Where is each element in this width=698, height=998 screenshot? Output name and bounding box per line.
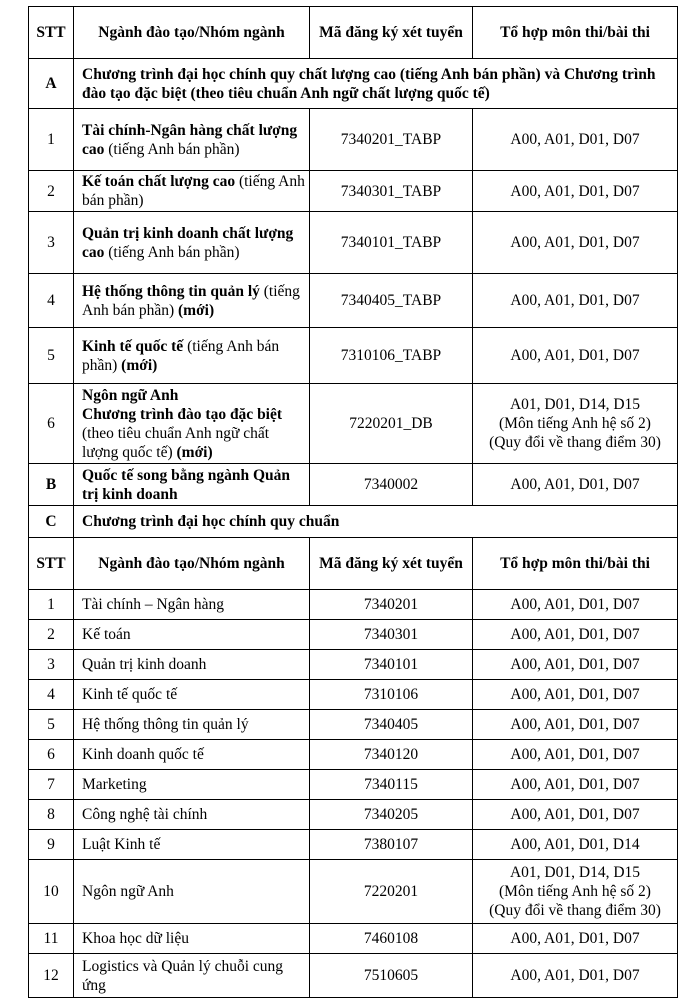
new-badge: (mới) — [178, 301, 215, 319]
combo-cell: A00, A01, D01, D14 — [473, 830, 678, 860]
code-cell: 7220201 — [310, 860, 473, 924]
program-name-bold: Quản trị kinh doanh chất lượng cao — [82, 224, 294, 261]
admissions-table — [28, 6, 678, 998]
program-cell: Logistics và Quản lý chuỗi cung ứng — [74, 954, 310, 998]
program-cell — [74, 384, 310, 464]
stt-cell: 4 — [29, 680, 74, 710]
stt-cell: 2 — [29, 620, 74, 650]
code-cell: 7340301 — [310, 620, 473, 650]
program-name-bold: Ngôn ngữ Anh — [82, 386, 179, 404]
stt-cell: 10 — [29, 860, 74, 924]
program-cell: Marketing — [74, 770, 310, 800]
combo-cell: A00, A01, D01, D07 — [473, 680, 678, 710]
header-code: Mã đăng ký xét tuyển — [310, 538, 473, 590]
program-cell: Tài chính – Ngân hàng — [74, 590, 310, 620]
program-cell: Quản trị kinh doanh — [74, 650, 310, 680]
program-cell: Kinh doanh quốc tế — [74, 740, 310, 770]
table-row — [29, 680, 678, 710]
stt-cell: 7 — [29, 770, 74, 800]
program-cell — [74, 328, 310, 384]
program-name-bold: Kinh tế quốc tế — [82, 337, 184, 355]
program-name-bold-2: Chương trình đào tạo đặc biệt — [82, 405, 283, 423]
combo-cell: A00, A01, D01, D07 — [473, 328, 678, 384]
section-b-code: 7340002 — [310, 464, 473, 506]
program-name-note: (tiếng Anh bán phần) — [104, 243, 240, 261]
combo-cell: A00, A01, D01, D07 — [473, 620, 678, 650]
program-name-note: (tiếng Anh bán phần) — [82, 282, 300, 319]
code-cell: 7340115 — [310, 770, 473, 800]
program-cell: Kế toán — [74, 620, 310, 650]
program-name-bold: Tài chính-Ngân hàng chất lượng cao — [82, 121, 298, 158]
table-row — [29, 770, 678, 800]
program-cell: Khoa học dữ liệu — [74, 924, 310, 954]
program-name-note: (tiếng Anh bán phần) — [82, 337, 280, 374]
combo-cell: A00, A01, D01, D07 — [473, 590, 678, 620]
table-row — [29, 620, 678, 650]
combo-cell: A00, A01, D01, D07 — [473, 800, 678, 830]
stt-cell: 2 — [29, 171, 74, 212]
table-row — [29, 710, 678, 740]
stt-cell: 1 — [29, 590, 74, 620]
code-cell: 7340101 — [310, 650, 473, 680]
header-combo: Tổ hợp môn thi/bài thi — [473, 538, 678, 590]
stt-cell: 11 — [29, 924, 74, 954]
stt-cell: 5 — [29, 710, 74, 740]
header-combo: Tổ hợp môn thi/bài thi — [473, 7, 678, 59]
table-row — [29, 109, 678, 171]
stt-cell: 12 — [29, 954, 74, 998]
combo-cell: A00, A01, D01, D07 — [473, 109, 678, 171]
header-stt: STT — [29, 7, 74, 59]
section-a-title: Chương trình đại học chính quy chất lượng cao (tiếng Anh bán phần) và Chương trình đào tạo đặc biệt (theo tiêu chuẩn Anh ngữ chất lượng quốc tế) — [74, 59, 678, 109]
table-row — [29, 740, 678, 770]
table-row — [29, 212, 678, 274]
section-b-label: B — [29, 464, 74, 506]
code-cell: 7310106 — [310, 680, 473, 710]
code-cell: 7510605 — [310, 954, 473, 998]
program-name-bold: Kế toán chất lượng cao — [82, 173, 236, 190]
table-row — [29, 800, 678, 830]
program-cell: Công nghệ tài chính — [74, 800, 310, 830]
combo-cell: A00, A01, D01, D07 — [473, 274, 678, 328]
header-stt: STT — [29, 538, 74, 590]
stt-cell: 6 — [29, 384, 74, 464]
program-cell — [74, 212, 310, 274]
section-a-label: A — [29, 59, 74, 109]
combo-cell: A00, A01, D01, D07 — [473, 171, 678, 212]
code-cell: 7460108 — [310, 924, 473, 954]
table-row — [29, 274, 678, 328]
stt-cell: 5 — [29, 328, 74, 384]
code-cell: 7340405_TABP — [310, 274, 473, 328]
section-c-label: C — [29, 506, 74, 538]
combo-cell: A00, A01, D01, D07 — [473, 212, 678, 274]
section-c-row — [29, 506, 678, 538]
table-row — [29, 954, 678, 998]
section-c-title: Chương trình đại học chính quy chuẩn — [74, 506, 678, 538]
code-cell: 7340405 — [310, 710, 473, 740]
combo-cell — [473, 860, 678, 924]
table-row — [29, 384, 678, 464]
combo-line-2: (Môn tiếng Anh hệ số 2) — [499, 883, 651, 900]
code-cell: 7340201_TABP — [310, 109, 473, 171]
combo-line-3: (Quy đổi về thang điểm 30) — [489, 434, 661, 451]
code-cell: 7340201 — [310, 590, 473, 620]
program-cell — [74, 109, 310, 171]
combo-line-1: A01, D01, D14, D15 — [509, 396, 641, 413]
table-row — [29, 830, 678, 860]
program-name-note: (tiếng Anh bán phần) — [82, 173, 305, 209]
program-cell — [74, 274, 310, 328]
combo-line-2: (Môn tiếng Anh hệ số 2) — [499, 415, 651, 432]
program-cell: Kinh tế quốc tế — [74, 680, 310, 710]
section-b-name: Quốc tế song bằng ngành Quản trị kinh doanh — [74, 464, 310, 506]
code-cell: 7340205 — [310, 800, 473, 830]
combo-cell: A00, A01, D01, D07 — [473, 770, 678, 800]
table-row — [29, 860, 678, 924]
new-badge: (mới) — [176, 443, 213, 461]
stt-cell: 3 — [29, 212, 74, 274]
combo-line-3: (Quy đổi về thang điểm 30) — [489, 902, 661, 919]
new-badge: (mới) — [121, 356, 158, 374]
code-cell: 7220201_DB — [310, 384, 473, 464]
program-name-bold: Hệ thống thông tin quản lý — [82, 282, 260, 300]
stt-cell: 3 — [29, 650, 74, 680]
combo-cell: A00, A01, D01, D07 — [473, 740, 678, 770]
program-cell: Hệ thống thông tin quản lý — [74, 710, 310, 740]
section-b-combo: A00, A01, D01, D07 — [473, 464, 678, 506]
code-cell: 7340120 — [310, 740, 473, 770]
program-name-note: (tiếng Anh bán phần) — [104, 140, 240, 158]
stt-cell: 4 — [29, 274, 74, 328]
combo-cell: A00, A01, D01, D07 — [473, 650, 678, 680]
program-cell — [74, 171, 310, 212]
header-code: Mã đăng ký xét tuyển — [310, 7, 473, 59]
combo-cell: A00, A01, D01, D07 — [473, 924, 678, 954]
header-program: Ngành đào tạo/Nhóm ngành — [74, 538, 310, 590]
code-cell: 7340301_TABP — [310, 171, 473, 212]
program-cell: Luật Kinh tế — [74, 830, 310, 860]
combo-cell: A00, A01, D01, D07 — [473, 710, 678, 740]
code-cell: 7340101_TABP — [310, 212, 473, 274]
stt-cell: 1 — [29, 109, 74, 171]
code-cell: 7380107 — [310, 830, 473, 860]
header-row-2 — [29, 538, 678, 590]
stt-cell: 8 — [29, 800, 74, 830]
header-row — [29, 7, 678, 59]
combo-line-1: A01, D01, D14, D15 — [509, 864, 641, 881]
section-b-row — [29, 464, 678, 506]
table-row — [29, 924, 678, 954]
table-row — [29, 650, 678, 680]
section-a-row — [29, 59, 678, 109]
table-row — [29, 171, 678, 212]
combo-cell: A00, A01, D01, D07 — [473, 954, 678, 998]
stt-cell: 9 — [29, 830, 74, 860]
combo-cell — [473, 384, 678, 464]
code-cell: 7310106_TABP — [310, 328, 473, 384]
header-program: Ngành đào tạo/Nhóm ngành — [74, 7, 310, 59]
stt-cell: 6 — [29, 740, 74, 770]
program-name-note: (theo tiêu chuẩn Anh ngữ chất lượng quốc tế) — [82, 424, 270, 461]
program-cell: Ngôn ngữ Anh — [74, 860, 310, 924]
table-row — [29, 328, 678, 384]
table-row — [29, 590, 678, 620]
